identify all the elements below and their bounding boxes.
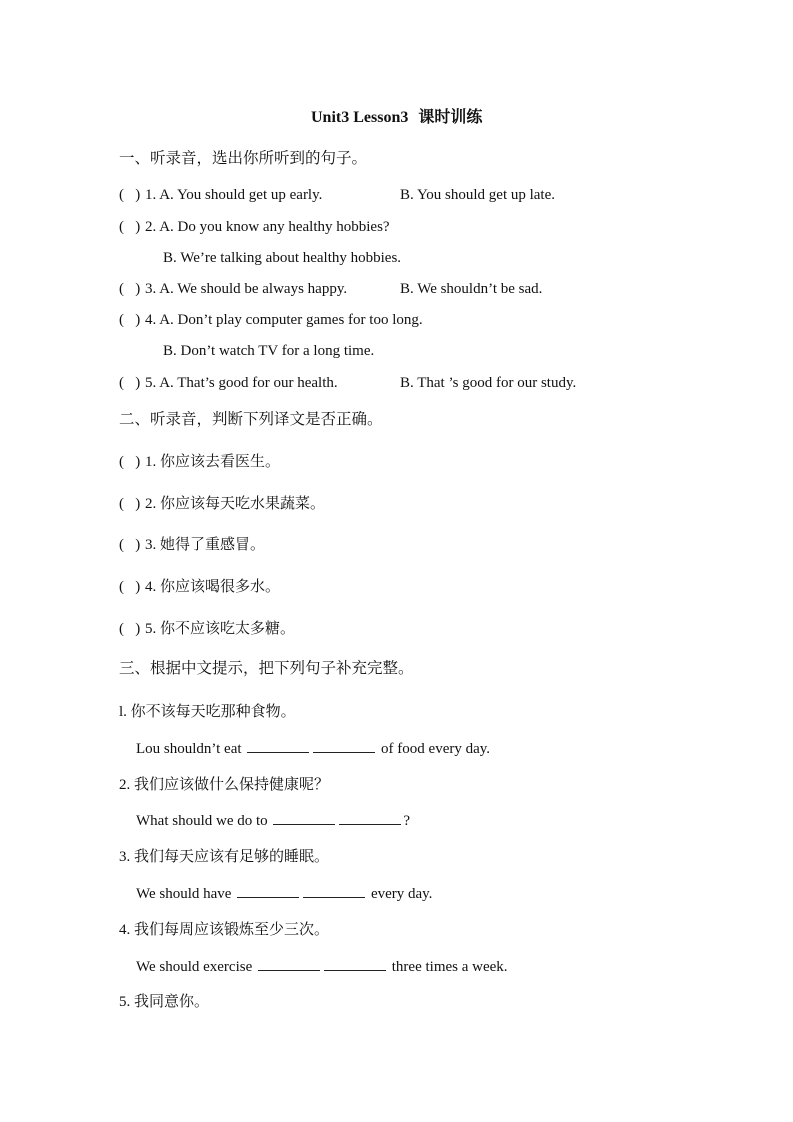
section3-item-2-sentence: What should we do to ? <box>136 810 410 830</box>
section3-item-3-sentence: We should have every day. <box>136 883 432 903</box>
fill-blank[interactable] <box>247 738 309 753</box>
page-title <box>311 108 482 127</box>
section1-item-1-option-b: B. You should get up late. <box>400 187 556 203</box>
section1-item-2: ( ) 2. A. Do you know any healthy hobbies? <box>119 219 390 235</box>
section1-item-3-option-b: B. We shouldn’t be sad. <box>400 281 543 297</box>
option-a: A. Do you know any healthy hobbies? <box>159 219 390 235</box>
section3-heading: 三、根据中文提示，把下列句子补充完整。 <box>119 659 414 677</box>
section2-item-2: ( ) 2. 你应该每天吃水果蔬菜。 <box>119 494 326 512</box>
title-chinese: 课时训练 <box>418 107 483 126</box>
section1-heading: 一、听录音，选出你所听到的句子。 <box>119 149 368 167</box>
section1-item-4: ( ) 4. A. Don’t play computer games for too long. <box>119 312 423 328</box>
section1-item-5-option-b: B. That ’s good for our study. <box>400 375 577 391</box>
option-a: A. You should get up early. <box>159 187 323 203</box>
option-a: A. Don’t play computer games for too long. <box>159 312 423 328</box>
answer-blank[interactable]: ( ) <box>119 621 141 637</box>
answer-blank[interactable]: ( ) <box>119 312 141 328</box>
section3-item-1-prompt: l. 你不该每天吃那种食物。 <box>119 702 296 720</box>
answer-blank[interactable]: ( ) <box>119 281 141 297</box>
answer-blank[interactable]: ( ) <box>119 375 141 391</box>
title-english: Unit3 Lesson3 <box>311 109 409 126</box>
section2-heading: 二、听录音，判断下列译文是否正确。 <box>119 410 383 428</box>
fill-blank[interactable] <box>324 956 386 971</box>
section2-item-3: ( ) 3. 她得了重感冒。 <box>119 535 266 553</box>
answer-blank[interactable]: ( ) <box>119 454 141 470</box>
answer-blank[interactable]: ( ) <box>119 219 141 235</box>
answer-blank[interactable]: ( ) <box>119 579 141 595</box>
answer-blank[interactable]: ( ) <box>119 187 141 203</box>
fill-blank[interactable] <box>339 810 401 825</box>
section2-item-5: ( ) 5. 你不应该吃太多糖。 <box>119 619 296 637</box>
section2-item-4: ( ) 4. 你应该喝很多水。 <box>119 577 281 595</box>
section1-item-1: ( ) 1. A. You should get up early. <box>119 187 323 203</box>
option-a: A. We should be always happy. <box>159 281 348 297</box>
fill-blank[interactable] <box>258 956 320 971</box>
section1-item-4-option-b: B. Don’t watch TV for a long time. <box>163 343 375 359</box>
section3-item-2-prompt: 2. 我们应该做什么保持健康呢？ <box>119 775 330 793</box>
answer-blank[interactable]: ( ) <box>119 537 141 553</box>
section1-item-5: ( ) 5. A. That’s good for our health. <box>119 375 338 391</box>
section2-item-1: ( ) 1. 你应该去看医生。 <box>119 452 281 470</box>
fill-blank[interactable] <box>237 883 299 898</box>
section1-item-2-option-b: B. We’re talking about healthy hobbies. <box>163 250 402 266</box>
section3-item-5-prompt: 5. 我同意你。 <box>119 992 210 1010</box>
section3-item-4-sentence: We should exercise three times a week. <box>136 956 508 976</box>
fill-blank[interactable] <box>303 883 365 898</box>
section1-item-3: ( ) 3. A. We should be always happy. <box>119 281 348 297</box>
section3-item-1-sentence: Lou shouldn’t eat of food every day. <box>136 738 490 758</box>
answer-blank[interactable]: ( ) <box>119 496 141 512</box>
option-a: A. That’s good for our health. <box>159 375 338 391</box>
section3-item-4-prompt: 4. 我们每周应该锻炼至少三次。 <box>119 920 330 938</box>
fill-blank[interactable] <box>273 810 335 825</box>
fill-blank[interactable] <box>313 738 375 753</box>
section3-item-3-prompt: 3. 我们每天应该有足够的睡眠。 <box>119 847 330 865</box>
